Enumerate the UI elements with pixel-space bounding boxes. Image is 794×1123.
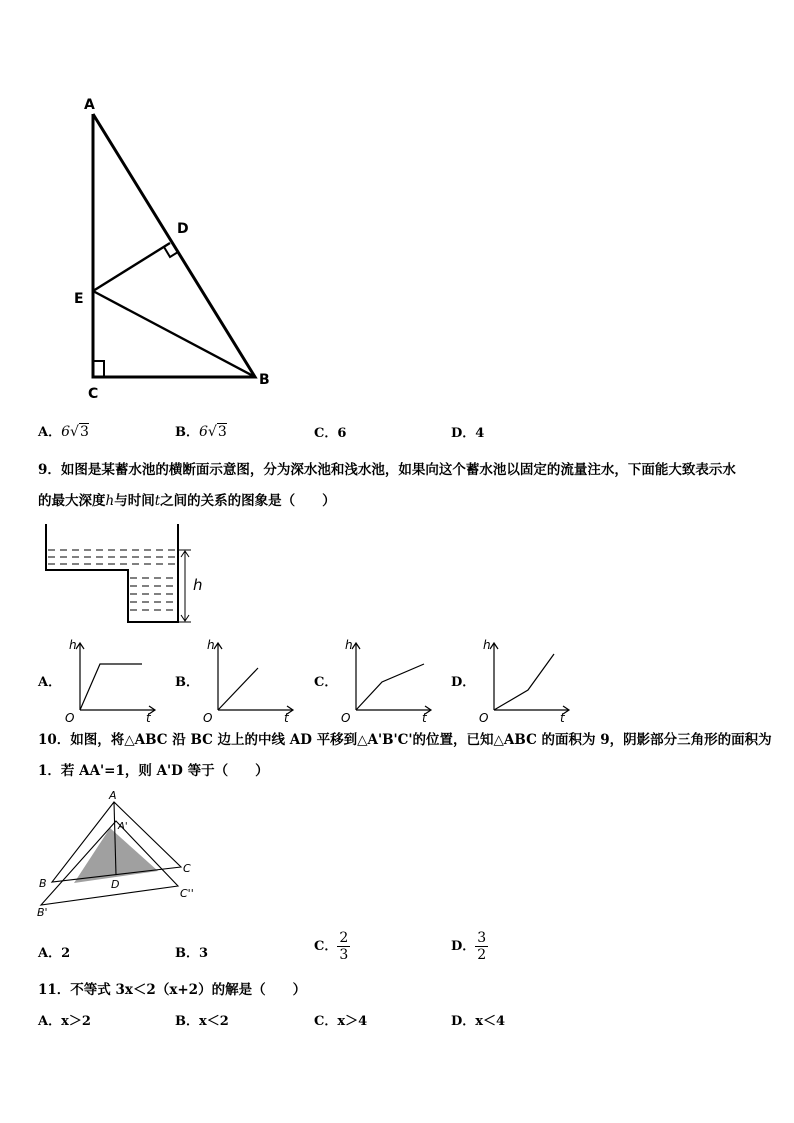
q10-option-a[interactable]: A．2 (38, 946, 71, 961)
label-c: C (88, 386, 99, 402)
label-e: E (74, 291, 84, 307)
svg-text:t: t (560, 711, 565, 724)
q11-option-d[interactable]: D．x＜4 (451, 1014, 506, 1029)
q8-option-a-value: 6√3 (61, 424, 89, 440)
q9-graph-b[interactable] (198, 634, 298, 724)
svg-text:h: h (483, 638, 491, 652)
q8-option-c[interactable]: C．6 (314, 426, 347, 441)
graph-c-curve (356, 664, 424, 710)
translation-figure (30, 784, 220, 924)
q10-option-d[interactable]: D． $\frac{3}{2}$ (451, 930, 487, 964)
q9-stem-line2: 的最大深度h与时间t之间的关系的图象是（ ） (38, 493, 336, 509)
q9-option-d-letter[interactable]: D． (451, 675, 476, 690)
svg-text:C: C (183, 862, 191, 875)
q9-graph-c[interactable] (336, 634, 436, 724)
label-d: D (177, 221, 189, 237)
q8-option-d[interactable]: D．4 (451, 426, 485, 441)
q11-stem: 11．不等式 3x＜2（x+2）的解是（ ） (38, 982, 307, 998)
svg-text:O: O (65, 711, 75, 724)
svg-text:B: B (39, 877, 47, 890)
svg-text:t: t (284, 711, 289, 724)
q10-option-c-fraction: $\frac{2}{3}$ (339, 930, 349, 964)
q9-option-b-letter[interactable]: B． (175, 675, 199, 690)
q9-graph-a[interactable] (60, 634, 160, 724)
svg-text:O: O (341, 711, 351, 724)
q9-option-a-letter[interactable]: A． (38, 675, 62, 690)
svg-text:A: A (109, 789, 117, 802)
water-level-lines (48, 550, 176, 610)
q10-option-b[interactable]: B．3 (175, 946, 209, 961)
svg-text:h: h (207, 638, 215, 652)
triangle-figure (0, 0, 300, 410)
segment-eb (93, 291, 255, 377)
segment-ed (93, 243, 170, 291)
q9-graph-d[interactable] (474, 634, 574, 724)
q8-option-b-value: 6√3 (199, 424, 227, 440)
graph-d-curve (494, 654, 554, 710)
pool-outline (46, 524, 178, 622)
svg-text:O: O (203, 711, 213, 724)
svg-text:O: O (479, 711, 489, 724)
q10-stem-line2: 1．若 AA'=1，则 A'D 等于（ ） (38, 763, 269, 779)
pool-cross-section (40, 520, 220, 628)
svg-text:B': B' (37, 906, 48, 919)
q10-option-c[interactable]: C． $\frac{2}{3}$ (314, 930, 349, 964)
q11-option-a[interactable]: A．x＞2 (38, 1014, 91, 1029)
q8-option-b[interactable]: B．6√3 (175, 424, 227, 440)
q11-option-b[interactable]: B．x＜2 (175, 1014, 229, 1029)
svg-text:A': A' (118, 821, 128, 832)
svg-text:D: D (111, 878, 120, 891)
graph-b-curve (218, 668, 258, 710)
pool-depth-label: h (193, 576, 203, 594)
svg-text:t: t (146, 711, 151, 724)
q9-option-c-letter[interactable]: C． (314, 675, 338, 690)
q11-option-c[interactable]: C．x＞4 (314, 1014, 368, 1029)
q10-option-d-fraction: $\frac{3}{2}$ (477, 930, 487, 964)
triangle-abc (93, 114, 255, 377)
label-b: B (259, 372, 270, 388)
svg-text:t: t (422, 711, 427, 724)
svg-text:h: h (345, 638, 353, 652)
q8-option-a[interactable]: A．6√3 (38, 424, 89, 440)
q10-stem-line1: 10．如图，将△ABC 沿 BC 边上的中线 AD 平移到△A'B'C'的位置，已知△ABC 的面积为 9，阴影部分三角形的面积为 (38, 732, 772, 748)
svg-text:h: h (69, 638, 77, 652)
q9-stem-line1: 9．如图是某蓄水池的横断面示意图，分为深水池和浅水池，如果向这个蓄水池以固定的流量注水，下面能大致表示水 (38, 462, 736, 478)
svg-text:C'': C'' (180, 887, 194, 900)
label-a: A (84, 97, 95, 113)
graph-a-curve (80, 664, 142, 710)
right-angle-mark-c (93, 361, 104, 377)
